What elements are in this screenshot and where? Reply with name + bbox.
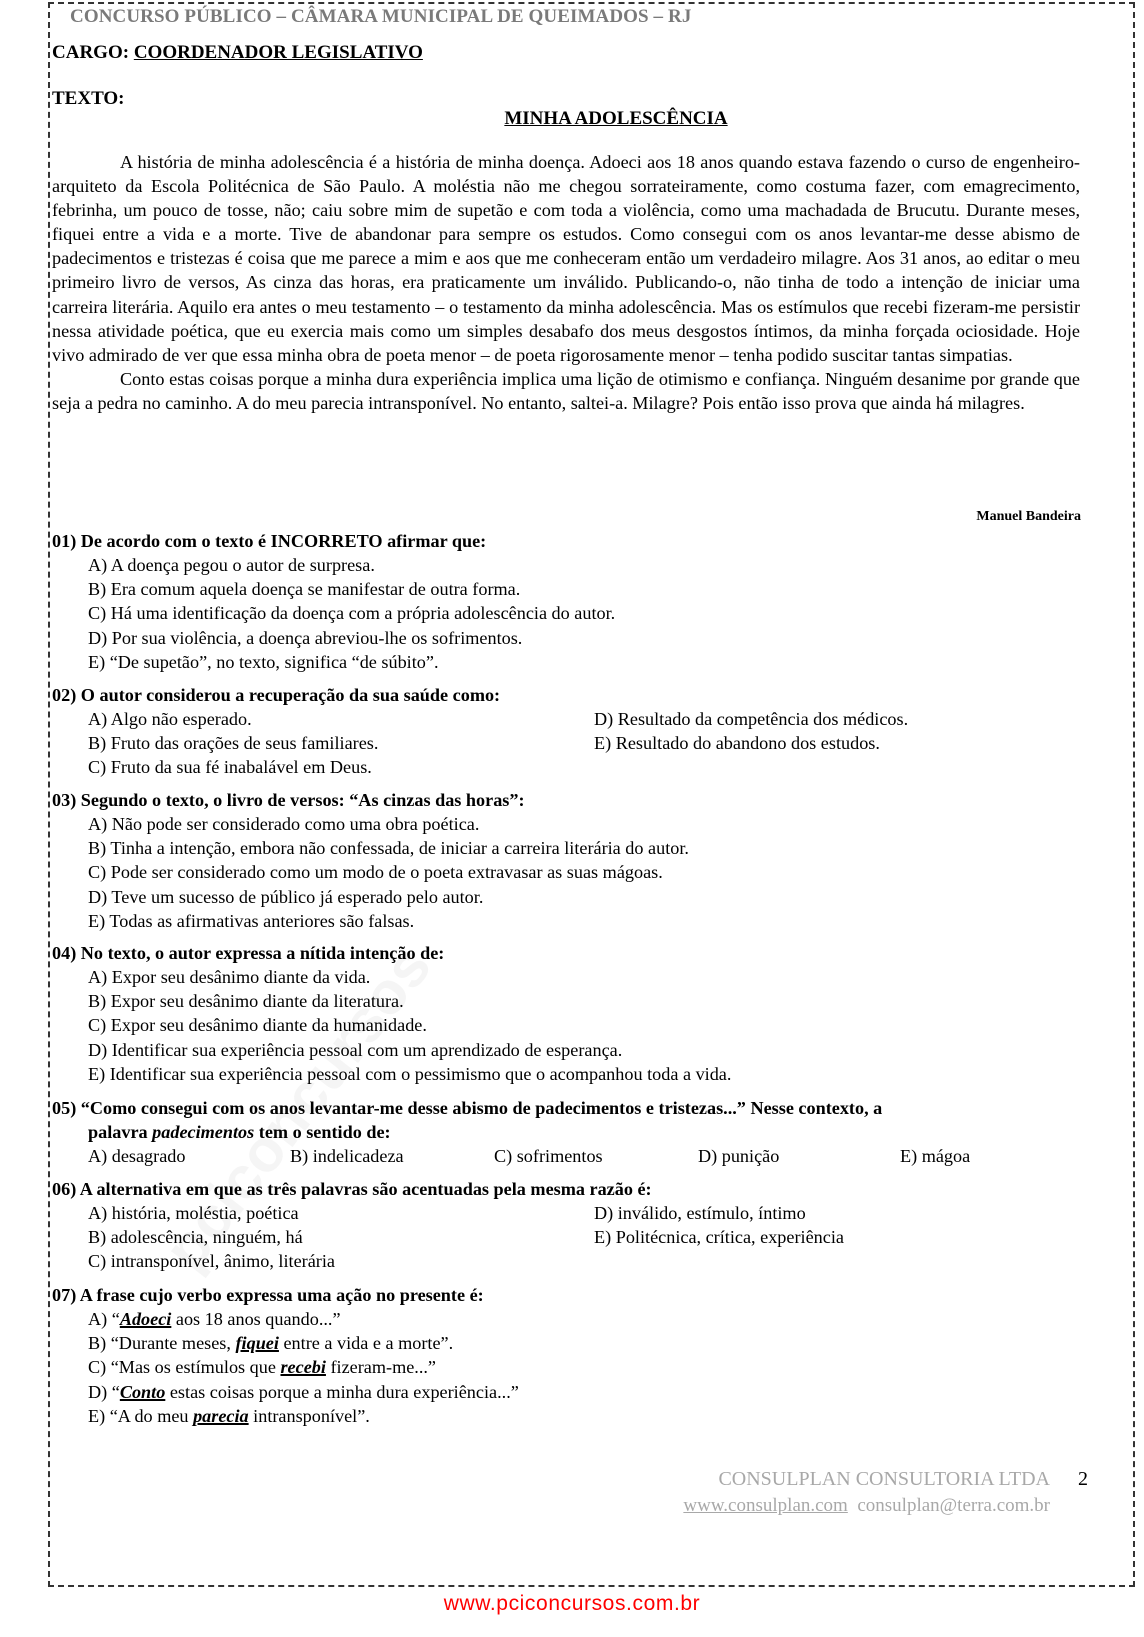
option-a: A) A doença pegou o autor de surpresa. <box>88 555 375 575</box>
option-e: E) mágoa <box>900 1146 971 1166</box>
option-row <box>52 731 1092 755</box>
question-stem: 03) Segundo o texto, o livro de versos: “As cinzas das horas”: <box>52 790 525 810</box>
option-b: B) indelicadeza <box>290 1146 404 1166</box>
question-01 <box>52 529 1092 674</box>
question-03 <box>52 788 1092 933</box>
question-07 <box>52 1283 1092 1428</box>
option-e: E) Resultado do abandono dos estudos. <box>594 733 880 754</box>
question-stem-line1: 05) “Como consegui com os anos levantar-me desse abismo de padecimentos e tristezas...” Nesse contexto, a <box>52 1098 883 1118</box>
highlighted-verb: Adoeci <box>119 1309 172 1329</box>
option-a: A) desagrado <box>88 1146 186 1166</box>
option-c: C) Expor seu desânimo diante da humanidade. <box>88 1015 427 1036</box>
texto-label: TEXTO: <box>52 88 125 109</box>
text-title <box>0 108 1144 130</box>
option-c: C) sofrimentos <box>494 1146 603 1166</box>
source-url-link[interactable]: www.pciconcursos.com.br <box>443 1592 701 1615</box>
question-04 <box>52 941 1092 1086</box>
option-text: intransponível”. <box>248 1405 370 1426</box>
option-b: B) Fruto das orações de seus familiares. <box>88 733 379 754</box>
option-row <box>52 1249 1092 1273</box>
question-05 <box>52 1096 1092 1168</box>
option-b <box>52 1331 1092 1355</box>
option-e: E) Identificar sua experiência pessoal com o pessimismo que o acompanhou toda a vida. <box>88 1063 732 1084</box>
cargo-value: COORDENADOR LEGISLATIVO <box>133 42 423 63</box>
option-text: C) “Mas os estímulos que <box>88 1357 281 1378</box>
author: Manuel Bandeira <box>976 509 1081 524</box>
footer-links <box>683 1495 1050 1517</box>
question-stem: 06) A alternativa em que as três palavras são acentuadas pela mesma razão é: <box>52 1179 652 1199</box>
question-stem: 07) A frase cujo verbo expressa uma ação no presente é: <box>52 1285 484 1305</box>
option-d <box>52 1380 1092 1404</box>
option-text: aos 18 anos quando...” <box>171 1309 341 1329</box>
cargo-label: CARGO: <box>52 42 130 63</box>
passage-paragraph: A história de minha adolescência é a história de minha doença. Adoeci aos 18 anos quando estava fazendo o curso de engenheiro-arquiteto da Escola Politécnica de São Paulo. A moléstia não me chegou sorrateiramente, como costuma fazer, com emagrecimento, febrinha, um pouco de tosse, não; caiu sobre mim de supetão e com toda a violência, como uma machadada de Brucutu. Durante meses, fiquei entre a vida e a morte. Tive de abandonar para sempre os estudos. Como consegui com os anos levantar-me desse abismo de padecimentos e tristezas é coisa que me parece a mim e aos que me conheceram então um verdadeiro milagre. Aos 31 anos, ao editar o meu primeiro livro de versos, As cinza das horas, era praticamente um inválido. Publicando-o, não tinha de todo a intenção de iniciar uma carreira literária. Aquilo era antes o meu testamento – o testamento da minha adolescência. Mas os estímulos que recebi fizeram-me persistir nessa atividade poética, que eu exercia mais como um simples desabafo dos meus desgostos íntimos, da minha forçada ociosidade. Hoje vivo admirado de ver que essa minha obra de poeta menor – de poeta rigorosamente menor – tenha podido suscitar tantas simpatias. <box>52 152 1080 365</box>
option-c: C) intransponível, ânimo, literária <box>88 1251 335 1272</box>
text-title-label: MINHA ADOLESCÊNCIA <box>504 108 728 129</box>
highlighted-verb: recebi <box>280 1357 326 1378</box>
option-text: D) “ <box>88 1381 120 1402</box>
option-text: E) “A do meu <box>88 1405 194 1426</box>
question-02 <box>52 683 1092 780</box>
option-row <box>52 1144 1092 1168</box>
question-stem-line2 <box>52 1120 1092 1144</box>
highlighted-verb: fiquei <box>235 1333 279 1354</box>
question-stem: 01) De acordo com o texto é INCORRETO afirmar que: <box>52 531 487 551</box>
passage-paragraph: Conto estas coisas porque a minha dura experiência implica uma lição de otimismo e confiança. Ninguém desanime por grande que seja a pedra no caminho. A do meu parecia intransponível. No entanto, saltei-a. Milagre? Pois então isso prova que ainda há milagres. <box>52 368 1080 413</box>
option-text: A) “ <box>88 1309 120 1329</box>
option-a: A) história, moléstia, poética <box>88 1203 299 1223</box>
option-a: A) Expor seu desânimo diante da vida. <box>88 967 371 987</box>
option-text: estas coisas porque a minha dura experiência...” <box>165 1381 519 1402</box>
option-c: C) Pode ser considerado como um modo de o poeta extravasar as suas mágoas. <box>88 862 663 883</box>
question-stem <box>52 1096 1092 1144</box>
footer-company: CONSULPLAN CONSULTORIA LTDA <box>718 1468 1050 1490</box>
option-e: E) Politécnica, crítica, experiência <box>594 1227 844 1248</box>
stem-italic-word: padecimentos <box>152 1122 255 1142</box>
option-d: D) inválido, estímulo, íntimo <box>594 1203 806 1223</box>
option-b: B) adolescência, ninguém, há <box>88 1227 303 1248</box>
option-row <box>52 755 1092 779</box>
option-b: B) Era comum aquela doença se manifestar de outra forma. <box>88 579 521 600</box>
option-a: A) Não pode ser considerado como uma obra poética. <box>88 814 480 834</box>
footer-website-link[interactable]: www.consulplan.com <box>683 1495 848 1516</box>
option-d: D) Resultado da competência dos médicos. <box>594 709 909 729</box>
option-d: D) Identificar sua experiência pessoal com um aprendizado de esperança. <box>88 1039 623 1060</box>
cargo-line <box>52 42 423 64</box>
question-06 <box>52 1177 1092 1274</box>
option-d: D) punição <box>698 1146 780 1166</box>
highlighted-verb: Conto <box>119 1381 166 1402</box>
option-d: D) Teve um sucesso de público já esperado pelo autor. <box>88 886 484 907</box>
option-d: D) Por sua violência, a doença abreviou-lhe os sofrimentos. <box>88 627 523 648</box>
stem-text: palavra <box>88 1122 153 1142</box>
option-c <box>52 1355 1092 1379</box>
option-text: B) “Durante meses, <box>88 1333 236 1354</box>
footer-email[interactable]: consulplan@terra.com.br <box>857 1495 1050 1516</box>
option-a: A) Algo não esperado. <box>88 709 252 729</box>
option-e: E) Todas as afirmativas anteriores são falsas. <box>88 910 415 931</box>
highlighted-verb: parecia <box>193 1405 249 1426</box>
question-stem: 04) No texto, o autor expressa a nítida intenção de: <box>52 943 445 963</box>
option-a <box>52 1307 1092 1331</box>
question-stem: 02) O autor considerou a recuperação da sua saúde como: <box>52 685 501 705</box>
option-row <box>52 1225 1092 1249</box>
option-c: C) Há uma identificação da doença com a própria adolescência do autor. <box>88 603 616 624</box>
option-e: E) “De supetão”, no texto, significa “de súbito”. <box>88 651 439 672</box>
option-b: B) Tinha a intenção, embora não confessada, de iniciar a carreira literária do autor. <box>88 838 689 859</box>
stem-text: tem o sentido de: <box>254 1122 391 1142</box>
option-text: fizeram-me...” <box>325 1357 437 1378</box>
option-row <box>52 1201 1092 1225</box>
source-url <box>0 1592 1144 1616</box>
option-b: B) Expor seu desânimo diante da literatura. <box>88 991 404 1012</box>
passage <box>52 150 1080 415</box>
option-row <box>52 707 1092 731</box>
option-text: entre a vida e a morte”. <box>278 1333 454 1354</box>
option-e <box>52 1404 1092 1428</box>
option-c: C) Fruto da sua fé inabalável em Deus. <box>88 757 372 778</box>
page-number: 2 <box>1078 1468 1088 1490</box>
contest-header: CONCURSO PÚBLICO – CÂMARA MUNICIPAL DE QUEIMADOS – RJ <box>70 6 692 27</box>
